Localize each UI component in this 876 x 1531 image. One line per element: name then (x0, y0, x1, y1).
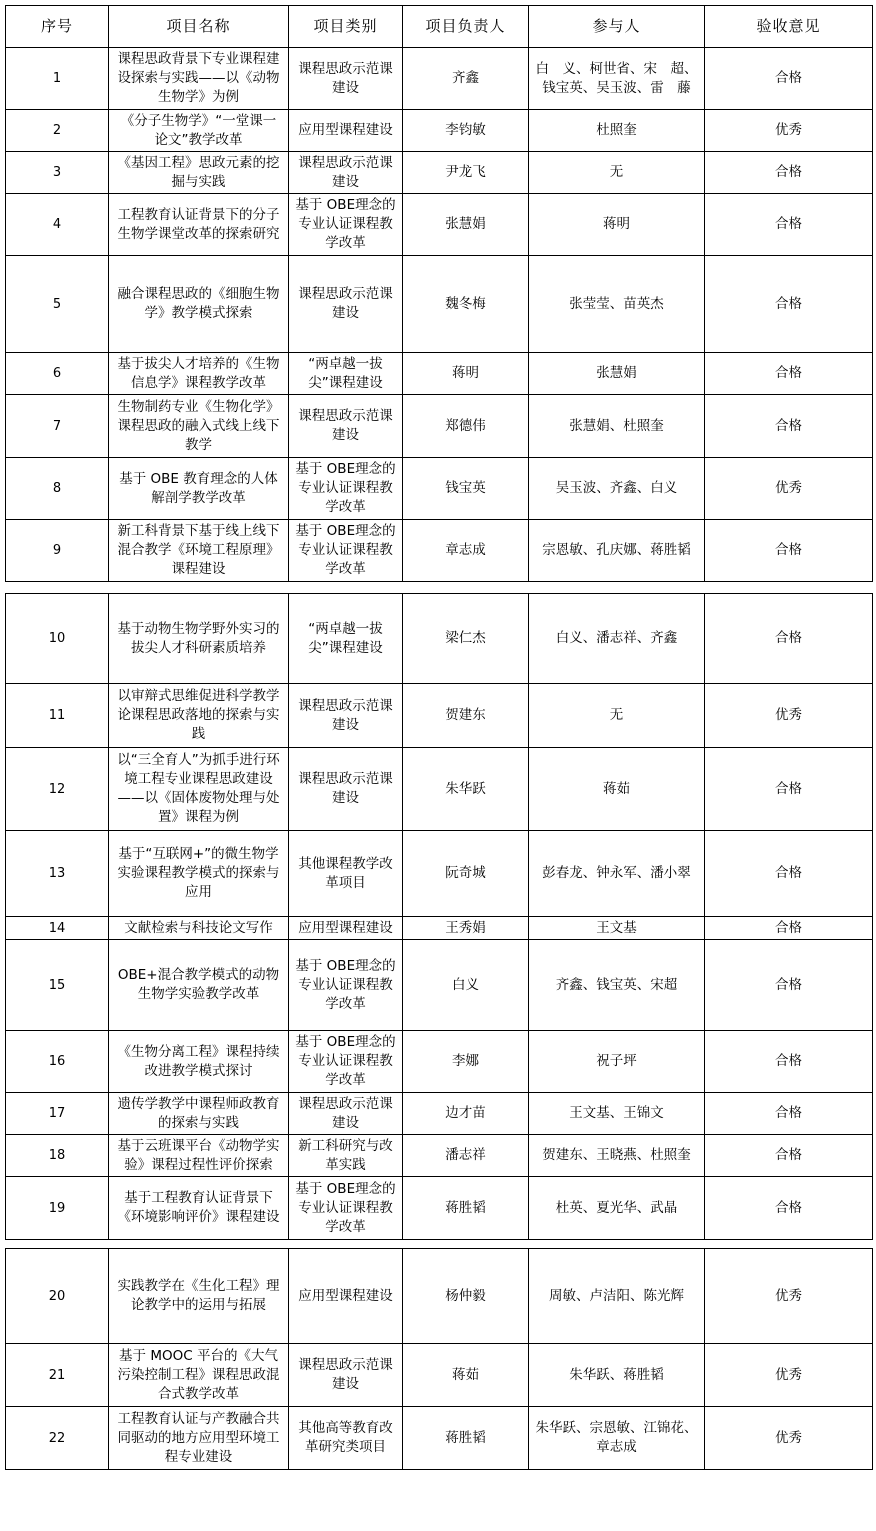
project-leader: 梁仁杰 (403, 594, 529, 684)
header-members: 参与人 (529, 6, 705, 48)
row-index: 3 (6, 152, 109, 194)
table-row (6, 1407, 873, 1470)
row-index: 14 (6, 917, 109, 940)
project-members: 张慧娟 (529, 353, 705, 395)
table-row (6, 353, 873, 395)
table-row (6, 458, 873, 520)
project-name: 基于 OBE 教育理念的人体解剖学教学改革 (109, 458, 289, 520)
project-leader: 朱华跃 (403, 748, 529, 831)
project-category: 基于 OBE理念的专业认证课程教学改革 (289, 1177, 403, 1240)
project-name: 以审辩式思维促进科学教学论课程思政落地的探索与实践 (109, 684, 289, 748)
acceptance-result: 优秀 (705, 110, 873, 152)
acceptance-result: 合格 (705, 520, 873, 582)
project-leader: 郑德伟 (403, 395, 529, 458)
project-name: 工程教育认证背景下的分子生物学课堂改革的探索研究 (109, 194, 289, 256)
project-members: 张莹莹、苗英杰 (529, 256, 705, 353)
project-members: 贺建东、王晓燕、杜照奎 (529, 1135, 705, 1177)
table-row (6, 1177, 873, 1240)
project-leader: 蒋胜韬 (403, 1177, 529, 1240)
row-index: 17 (6, 1093, 109, 1135)
row-index: 4 (6, 194, 109, 256)
project-members: 朱华跃、蒋胜韬 (529, 1344, 705, 1407)
row-index: 20 (6, 1249, 109, 1344)
project-members: 杜英、夏光华、武晶 (529, 1177, 705, 1240)
project-leader: 贺建东 (403, 684, 529, 748)
project-name: 《生物分离工程》课程持续改进教学模式探讨 (109, 1031, 289, 1093)
acceptance-result: 优秀 (705, 1249, 873, 1344)
project-name: 《基因工程》思政元素的挖掘与实践 (109, 152, 289, 194)
project-leader: 章志成 (403, 520, 529, 582)
project-leader: 边才苗 (403, 1093, 529, 1135)
row-index: 22 (6, 1407, 109, 1470)
project-name: 遗传学教学中课程师政教育的探索与实践 (109, 1093, 289, 1135)
project-category: 基于 OBE理念的专业认证课程教学改革 (289, 940, 403, 1031)
project-category: “两卓越一拔尖”课程建设 (289, 353, 403, 395)
project-name: 基于动物生物学野外实习的拔尖人才科研素质培养 (109, 594, 289, 684)
project-name: 生物制药专业《生物化学》课程思政的融入式线上线下教学 (109, 395, 289, 458)
project-leader: 阮奇城 (403, 831, 529, 917)
acceptance-result: 合格 (705, 1177, 873, 1240)
project-category: 课程思政示范课建设 (289, 152, 403, 194)
table-row (6, 1249, 873, 1344)
row-index: 10 (6, 594, 109, 684)
row-index: 18 (6, 1135, 109, 1177)
project-name: 文献检索与科技论文写作 (109, 917, 289, 940)
project-category: 新工科研究与改革实践 (289, 1135, 403, 1177)
row-index: 15 (6, 940, 109, 1031)
table-row (6, 395, 873, 458)
table-row (6, 194, 873, 256)
project-name: 实践教学在《生化工程》理论教学中的运用与拓展 (109, 1249, 289, 1344)
project-leader: 张慧娟 (403, 194, 529, 256)
project-category: 其他课程教学改革项目 (289, 831, 403, 917)
row-index: 8 (6, 458, 109, 520)
project-table-part-1 (5, 5, 873, 582)
project-leader: 白义 (403, 940, 529, 1031)
project-name: 工程教育认证与产教融合共同驱动的地方应用型环境工程专业建设 (109, 1407, 289, 1470)
project-table-part-3 (5, 1248, 873, 1470)
project-members: 王文基 (529, 917, 705, 940)
header-leader: 项目负责人 (403, 6, 529, 48)
project-leader: 尹龙飞 (403, 152, 529, 194)
project-members: 无 (529, 684, 705, 748)
project-name: 基于云班课平台《动物学实验》课程过程性评价探索 (109, 1135, 289, 1177)
row-index: 5 (6, 256, 109, 353)
table-row (6, 1093, 873, 1135)
project-leader: 蒋胜韬 (403, 1407, 529, 1470)
project-members: 齐鑫、钱宝英、宋超 (529, 940, 705, 1031)
acceptance-result: 合格 (705, 256, 873, 353)
acceptance-result: 优秀 (705, 458, 873, 520)
project-category: 课程思政示范课建设 (289, 48, 403, 110)
project-leader: 蒋茹 (403, 1344, 529, 1407)
acceptance-result: 合格 (705, 395, 873, 458)
project-category: 其他高等教育改革研究类项目 (289, 1407, 403, 1470)
row-index: 13 (6, 831, 109, 917)
acceptance-result: 合格 (705, 194, 873, 256)
project-category: 应用型课程建设 (289, 917, 403, 940)
row-index: 2 (6, 110, 109, 152)
project-category: 课程思政示范课建设 (289, 256, 403, 353)
table-row (6, 520, 873, 582)
project-category: 课程思政示范课建设 (289, 748, 403, 831)
project-category: 应用型课程建设 (289, 110, 403, 152)
acceptance-result: 优秀 (705, 684, 873, 748)
header-index: 序号 (6, 6, 109, 48)
project-name: 基于“互联网+”的微生物学实验课程教学模式的探索与应用 (109, 831, 289, 917)
table-row (6, 940, 873, 1031)
table-row (6, 110, 873, 152)
row-index: 6 (6, 353, 109, 395)
header-category: 项目类别 (289, 6, 403, 48)
table-row (6, 1031, 873, 1093)
row-index: 16 (6, 1031, 109, 1093)
table-row (6, 256, 873, 353)
table-row (6, 48, 873, 110)
project-members: 周敏、卢洁阳、陈光辉 (529, 1249, 705, 1344)
acceptance-result: 合格 (705, 594, 873, 684)
project-members: 蒋明 (529, 194, 705, 256)
project-category: 基于 OBE理念的专业认证课程教学改革 (289, 458, 403, 520)
project-members: 宗恩敏、孔庆娜、蒋胜韬 (529, 520, 705, 582)
project-members: 朱华跃、宗恩敏、江锦花、章志成 (529, 1407, 705, 1470)
row-index: 11 (6, 684, 109, 748)
project-leader: 李钧敏 (403, 110, 529, 152)
project-name: OBE+混合教学模式的动物生物学实验教学改革 (109, 940, 289, 1031)
table-row (6, 748, 873, 831)
table-row (6, 684, 873, 748)
project-leader: 魏冬梅 (403, 256, 529, 353)
row-index: 12 (6, 748, 109, 831)
table-row (6, 594, 873, 684)
project-leader: 钱宝英 (403, 458, 529, 520)
acceptance-result: 合格 (705, 353, 873, 395)
acceptance-result: 合格 (705, 1093, 873, 1135)
acceptance-result: 优秀 (705, 1344, 873, 1407)
project-leader: 李娜 (403, 1031, 529, 1093)
project-name: 基于拔尖人才培养的《生物信息学》课程教学改革 (109, 353, 289, 395)
project-name: 以“三全育人”为抓手进行环境工程专业课程思政建设——以《固体废物处理与处置》课程为例 (109, 748, 289, 831)
project-members: 吴玉波、齐鑫、白义 (529, 458, 705, 520)
row-index: 21 (6, 1344, 109, 1407)
acceptance-result: 合格 (705, 831, 873, 917)
project-category: 课程思政示范课建设 (289, 395, 403, 458)
project-members: 王文基、王锦文 (529, 1093, 705, 1135)
project-category: 基于 OBE理念的专业认证课程教学改革 (289, 520, 403, 582)
acceptance-result: 优秀 (705, 1407, 873, 1470)
project-members: 蒋茹 (529, 748, 705, 831)
row-index: 9 (6, 520, 109, 582)
project-members: 祝子坪 (529, 1031, 705, 1093)
project-category: 课程思政示范课建设 (289, 684, 403, 748)
project-name: 新工科背景下基于线上线下混合教学《环境工程原理》课程建设 (109, 520, 289, 582)
project-category: 应用型课程建设 (289, 1249, 403, 1344)
project-category: 课程思政示范课建设 (289, 1093, 403, 1135)
project-members: 张慧娟、杜照奎 (529, 395, 705, 458)
table-row (6, 152, 873, 194)
project-category: “两卓越一拔尖”课程建设 (289, 594, 403, 684)
project-members: 无 (529, 152, 705, 194)
row-index: 7 (6, 395, 109, 458)
project-category: 课程思政示范课建设 (289, 1344, 403, 1407)
acceptance-result: 合格 (705, 152, 873, 194)
table-row (6, 831, 873, 917)
project-name: 融合课程思政的《细胞生物学》教学模式探索 (109, 256, 289, 353)
table-row (6, 1135, 873, 1177)
project-name: 课程思政背景下专业课程建设探索与实践——以《动物生物学》为例 (109, 48, 289, 110)
project-members: 彭春龙、钟永军、潘小翠 (529, 831, 705, 917)
project-name: 基于工程教育认证背景下《环境影响评价》课程建设 (109, 1177, 289, 1240)
project-leader: 杨仲毅 (403, 1249, 529, 1344)
project-leader: 齐鑫 (403, 48, 529, 110)
acceptance-result: 合格 (705, 1031, 873, 1093)
acceptance-result: 合格 (705, 48, 873, 110)
row-index: 19 (6, 1177, 109, 1240)
project-members: 白 义、柯世省、宋 超、钱宝英、吴玉波、雷 藤 (529, 48, 705, 110)
project-table-part-2 (5, 593, 873, 1240)
acceptance-result: 合格 (705, 1135, 873, 1177)
project-name: 《分子生物学》“一堂课一论文”教学改革 (109, 110, 289, 152)
header-result: 验收意见 (705, 6, 873, 48)
project-category: 基于 OBE理念的专业认证课程教学改革 (289, 1031, 403, 1093)
table-header-row (6, 6, 873, 48)
project-members: 白义、潘志祥、齐鑫 (529, 594, 705, 684)
project-leader: 王秀娟 (403, 917, 529, 940)
acceptance-result: 合格 (705, 917, 873, 940)
acceptance-result: 合格 (705, 940, 873, 1031)
row-index: 1 (6, 48, 109, 110)
project-name: 基于 MOOC 平台的《大气污染控制工程》课程思政混合式教学改革 (109, 1344, 289, 1407)
project-leader: 潘志祥 (403, 1135, 529, 1177)
project-leader: 蒋明 (403, 353, 529, 395)
table-row (6, 1344, 873, 1407)
header-project-name: 项目名称 (109, 6, 289, 48)
project-category: 基于 OBE理念的专业认证课程教学改革 (289, 194, 403, 256)
project-members: 杜照奎 (529, 110, 705, 152)
acceptance-result: 合格 (705, 748, 873, 831)
table-row (6, 917, 873, 940)
